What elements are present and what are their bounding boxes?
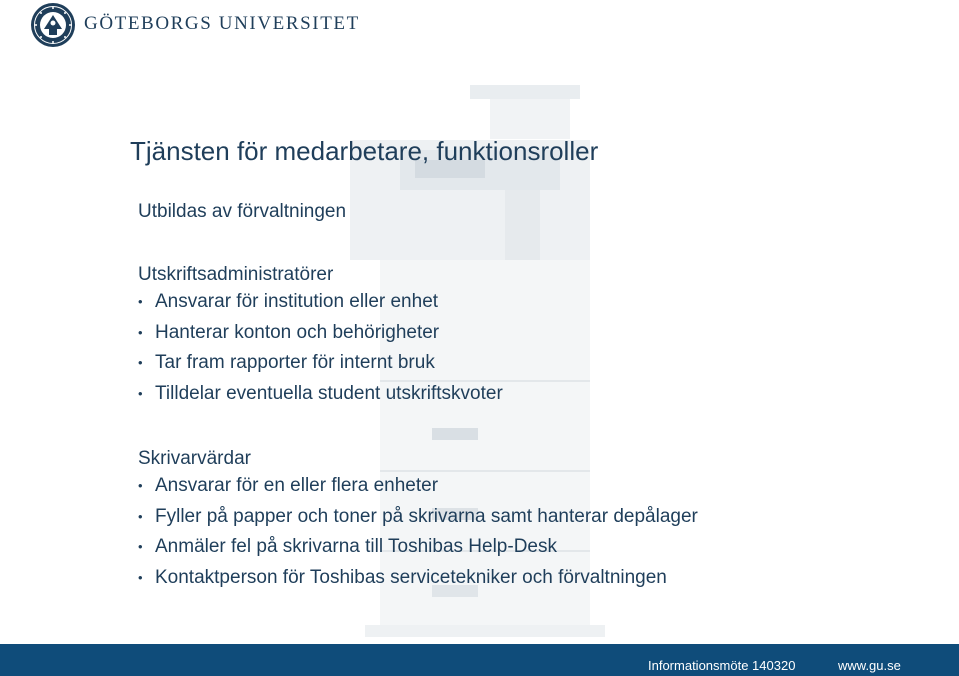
list-item xyxy=(138,348,503,379)
list-item-text: Anmäler fel på skrivarna till Toshibas Help-Desk xyxy=(155,536,557,558)
bullet-icon: • xyxy=(138,508,143,524)
section-printer-hosts xyxy=(138,447,698,594)
list-item-text: Fyller på papper och toner på skrivarna samt hanterar depålager xyxy=(155,505,698,527)
bullet-icon: • xyxy=(138,294,143,309)
list-item xyxy=(138,502,698,533)
list-item-text: Tar fram rapporter för internt bruk xyxy=(155,352,435,374)
list-item-text: Hanterar konton och behörigheter xyxy=(155,321,440,343)
list-item-text: Ansvarar för institution eller enhet xyxy=(155,291,439,312)
list-item xyxy=(138,563,698,594)
list-item xyxy=(138,532,698,563)
bullet-list xyxy=(138,287,503,410)
list-item-text: Ansvarar för en eller flera enheter xyxy=(155,475,439,496)
section-trained xyxy=(138,200,346,224)
bullet-list xyxy=(138,471,698,594)
section-heading: Utskriftsadministratörer xyxy=(138,264,334,285)
list-item xyxy=(138,318,503,349)
bullet-icon: • xyxy=(138,539,143,555)
footer-bar xyxy=(0,644,959,676)
section-heading: Utbildas av förvaltningen xyxy=(138,201,347,222)
list-item xyxy=(138,379,503,410)
bullet-icon: • xyxy=(138,478,143,493)
list-item xyxy=(138,287,503,318)
section-print-admins xyxy=(138,263,503,410)
list-item-text: Kontaktperson för Toshibas servicetekniker och förvaltningen xyxy=(155,567,667,589)
section-heading: Skrivarvärdar xyxy=(138,448,251,469)
bullet-icon: • xyxy=(138,386,143,402)
university-seal-icon xyxy=(30,2,76,48)
slide-title: Tjänsten för medarbetare, funktionsroller xyxy=(130,136,599,166)
footer-meeting-label: Informationsmöte 140320 xyxy=(648,658,796,673)
bullet-icon: • xyxy=(138,324,143,340)
university-name: GÖTEBORGS UNIVERSITET xyxy=(84,13,360,34)
list-item-text: Tilldelar eventuella student utskriftskvoter xyxy=(155,383,503,405)
bullet-icon: • xyxy=(138,355,143,371)
list-item xyxy=(138,471,698,502)
footer-url[interactable]: www.gu.se xyxy=(838,658,901,673)
bullet-icon: • xyxy=(138,570,143,586)
